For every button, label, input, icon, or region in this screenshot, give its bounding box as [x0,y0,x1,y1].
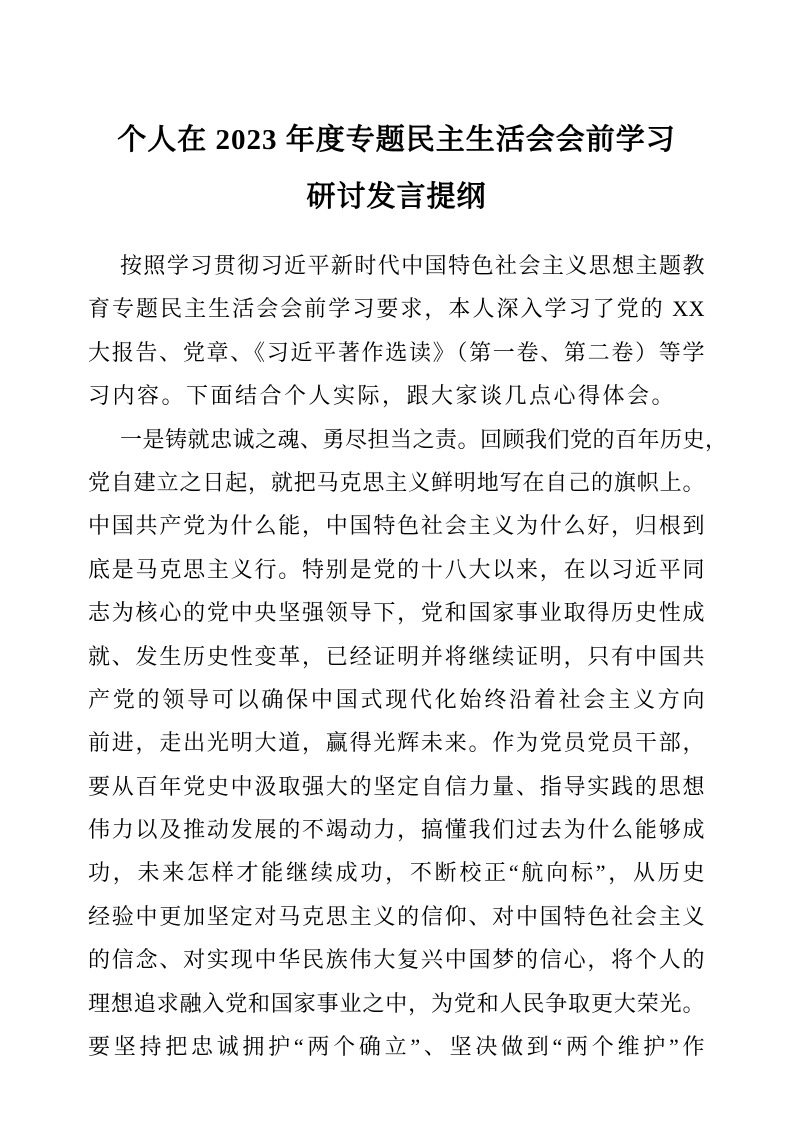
paragraph [88,244,705,418]
text-line: 志为核心的党中央坚强领导下，党和国家事业取得历史性成 [88,600,705,626]
text-line: 育专题民主生活会会前学习要求，本人深入学习了党的 XX [88,296,705,322]
text-line: 就、发生历史性变革，已经证明并将继续证明，只有中国共 [88,643,705,669]
text-line: 理想追求融入党和国家事业之中，为党和人民争取更大荣光。 [88,990,705,1016]
text-line: 一是铸就忠诚之魂、勇尽担当之责。回顾我们党的百年历史， [120,426,728,452]
paragraph [88,418,728,1069]
text-line: 中国共产党为什么能，中国特色社会主义为什么好，归根到 [88,513,705,539]
text-line: 大报告、党章、《习近平著作选读》（第一卷、第二卷）等学 [88,339,705,365]
document-title-line-1: 个人在 2023 年度专题民主生活会会前学习 [117,124,676,156]
text-line: 要坚持把忠诚拥护“两个确立”、坚决做到“两个维护”作 [88,1034,705,1060]
text-line: 底是马克思主义行。特别是党的十八大以来，在以习近平同 [88,556,705,582]
text-line: 习内容。下面结合个人实际，跟大家谈几点心得体会。 [88,383,677,409]
text-line: 功，未来怎样才能继续成功，不断校正“航向标”，从历史 [88,860,705,886]
text-line: 党自建立之日起，就把马克思主义鲜明地写在自己的旗帜上。 [88,469,705,495]
document-body [88,244,728,1068]
text-line: 的信念、对实现中华民族伟大复兴中国梦的信心，将个人的 [88,947,705,973]
text-line: 经验中更加坚定对马克思主义的信仰、对中国特色社会主义 [88,903,705,929]
text-line: 伟力以及推动发展的不竭动力，搞懂我们过去为什么能够成 [88,817,705,843]
text-line: 前进，走出光明大道，赢得光辉未来。作为党员党员干部， [88,730,705,756]
text-line: 产党的领导可以确保中国式现代化始终沿着社会主义方向 [88,686,705,712]
text-line: 按照学习贯彻习近平新时代中国特色社会主义思想主题教 [120,253,705,278]
document-title-line-2: 研讨发言提纲 [306,181,487,213]
document-title [0,112,793,226]
text-line: 要从百年党史中汲取强大的坚定自信力量、指导实践的思想 [88,773,705,799]
